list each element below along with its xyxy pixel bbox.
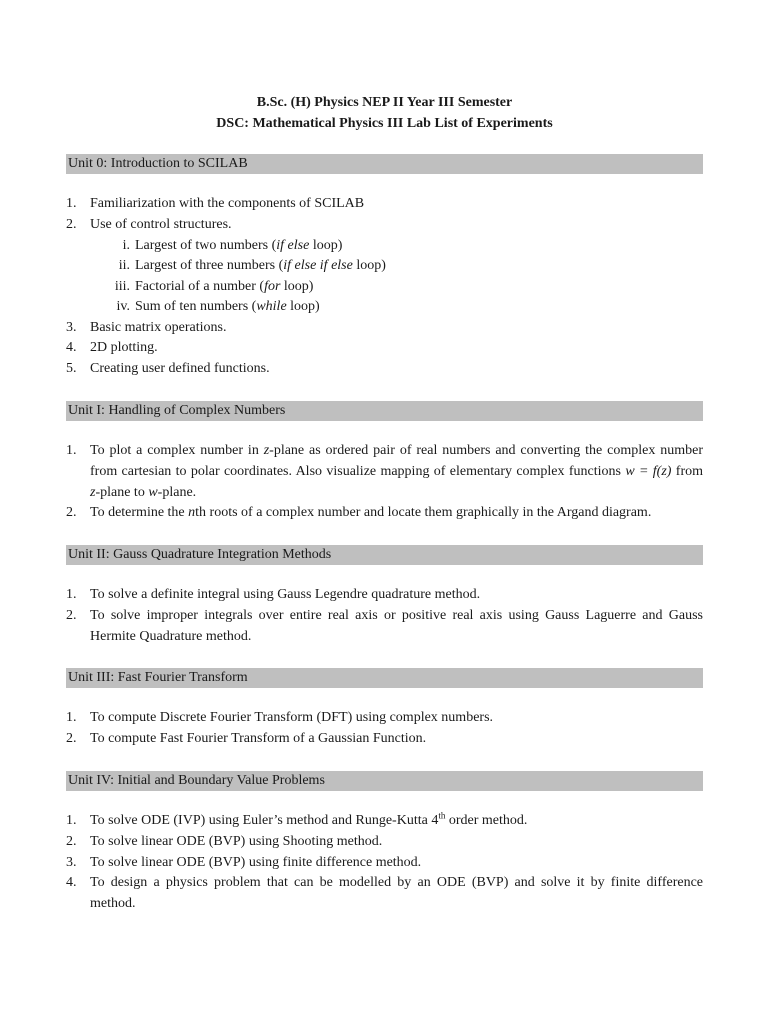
unit-3-list	[66, 708, 703, 750]
item-text: To design a physics problem that can be modelled by an ODE (BVP) and solve it by finite difference method.	[90, 875, 703, 912]
list-item	[66, 503, 703, 524]
sub-item-text: Largest of three numbers (	[135, 258, 284, 274]
math-variable: z	[263, 443, 270, 458]
item-text: Use of control structures.	[90, 216, 232, 232]
sub-item-number: ii.	[118, 258, 130, 274]
sub-item-number: iii.	[114, 278, 130, 294]
sub-item-text: loop)	[286, 299, 320, 315]
document-header	[66, 93, 703, 134]
list-item	[66, 729, 703, 750]
list-item	[66, 811, 703, 832]
item-number: 5.	[66, 361, 77, 377]
item-number: 1.	[66, 196, 77, 211]
item-text: To plot a complex number in	[90, 443, 264, 458]
list-item	[66, 853, 703, 874]
item-text: order method.	[445, 813, 528, 828]
unit-2-heading: Unit II: Gauss Quadrature Integration Methods	[66, 545, 703, 565]
item-number: 3.	[66, 319, 77, 335]
item-text: To solve linear ODE (BVP) using Shooting method.	[90, 833, 383, 849]
item-text: 2D plotting.	[90, 340, 158, 356]
header-line-2: DSC: Mathematical Physics III Lab List of Experiments	[216, 115, 553, 131]
unit-1-heading: Unit I: Handling of Complex Numbers	[66, 401, 703, 421]
sub-item-text: Largest of two numbers (	[135, 237, 277, 253]
list-item	[66, 832, 703, 853]
sub-item-emphasis: while	[256, 299, 287, 315]
list-item	[66, 585, 703, 606]
sub-list-item	[66, 277, 703, 298]
list-item	[66, 194, 703, 215]
item-number: 2.	[66, 833, 77, 849]
item-text: To compute Fast Fourier Transform of a Gaussian Function.	[90, 730, 427, 746]
unit-2-list	[66, 585, 703, 647]
unit-3-heading: Unit III: Fast Fourier Transform	[66, 668, 703, 688]
unit-4-list	[66, 811, 703, 915]
list-item	[66, 318, 703, 339]
list-item	[66, 441, 703, 503]
sub-item-number: i.	[122, 237, 130, 253]
item-text: Creating user defined functions.	[90, 361, 270, 377]
sub-item-text: Factorial of a number (	[135, 278, 265, 294]
sub-item-emphasis: if else	[276, 237, 310, 253]
item-number: 4.	[66, 875, 77, 891]
list-item	[66, 606, 703, 648]
sub-item-emphasis: for	[264, 278, 281, 294]
item-number: 1.	[66, 813, 77, 828]
item-number: 1.	[66, 443, 77, 458]
sub-list-item	[66, 297, 703, 318]
item-text: To solve improper integrals over entire real axis or positive real axis using Gauss Laguerre and Gauss Hermite Quadrature method.	[90, 607, 703, 644]
item-number: 2.	[66, 216, 77, 232]
sub-list-item	[66, 256, 703, 277]
sub-item-emphasis: if else if else	[283, 258, 353, 274]
list-item	[66, 873, 703, 915]
item-text: To determine the	[90, 505, 189, 521]
unit-0-heading: Unit 0: Introduction to SCILAB	[66, 154, 703, 174]
item-text: To compute Discrete Fourier Transform (DFT) using complex numbers.	[90, 710, 494, 725]
sub-item-number: iv.	[116, 299, 130, 315]
superscript: th	[438, 810, 446, 821]
list-item	[66, 338, 703, 359]
math-variable: z	[90, 484, 96, 500]
item-text: To solve a definite integral using Gauss Legendre quadrature method.	[90, 587, 481, 602]
item-number: 4.	[66, 340, 77, 356]
sub-item-text: loop)	[309, 237, 343, 253]
item-text: -plane to	[95, 484, 149, 500]
sub-item-text: Sum of ten numbers (	[135, 299, 257, 315]
item-number: 1.	[66, 710, 77, 725]
unit-0-list	[66, 194, 703, 380]
item-text: from	[671, 463, 704, 479]
math-variable: n	[188, 505, 196, 521]
sub-item-text: loop)	[280, 278, 314, 294]
item-text: Basic matrix operations.	[90, 319, 227, 335]
item-number: 2.	[66, 730, 77, 746]
item-text: To solve ODE (IVP) using Euler’s method and Runge-Kutta 4	[90, 813, 439, 828]
list-item	[66, 708, 703, 729]
item-number: 3.	[66, 854, 77, 870]
math-expression: w = f(z)	[625, 463, 672, 479]
sub-item-text: loop)	[352, 258, 386, 274]
item-text: To solve linear ODE (BVP) using finite difference method.	[90, 854, 422, 870]
item-text: Familiarization with the components of SCILAB	[90, 196, 365, 211]
list-item	[66, 215, 703, 236]
math-variable: w	[148, 484, 158, 500]
item-number: 1.	[66, 587, 77, 602]
item-text: -plane as ordered pair of real numbers and converting the complex number from cartesian to polar coordinates. Also visualize mapping of elementary complex functions	[90, 443, 703, 479]
item-number: 2.	[66, 505, 77, 521]
item-text: th roots of a complex number and locate them graphically in the Argand diagram.	[195, 505, 652, 521]
item-text: -plane.	[157, 484, 197, 500]
item-number: 2.	[66, 607, 77, 623]
sub-list-item	[66, 236, 703, 257]
unit-1-list	[66, 441, 703, 524]
unit-4-heading: Unit IV: Initial and Boundary Value Problems	[66, 771, 703, 791]
header-line-1: B.Sc. (H) Physics NEP II Year III Semester	[256, 95, 513, 110]
list-item	[66, 359, 703, 380]
